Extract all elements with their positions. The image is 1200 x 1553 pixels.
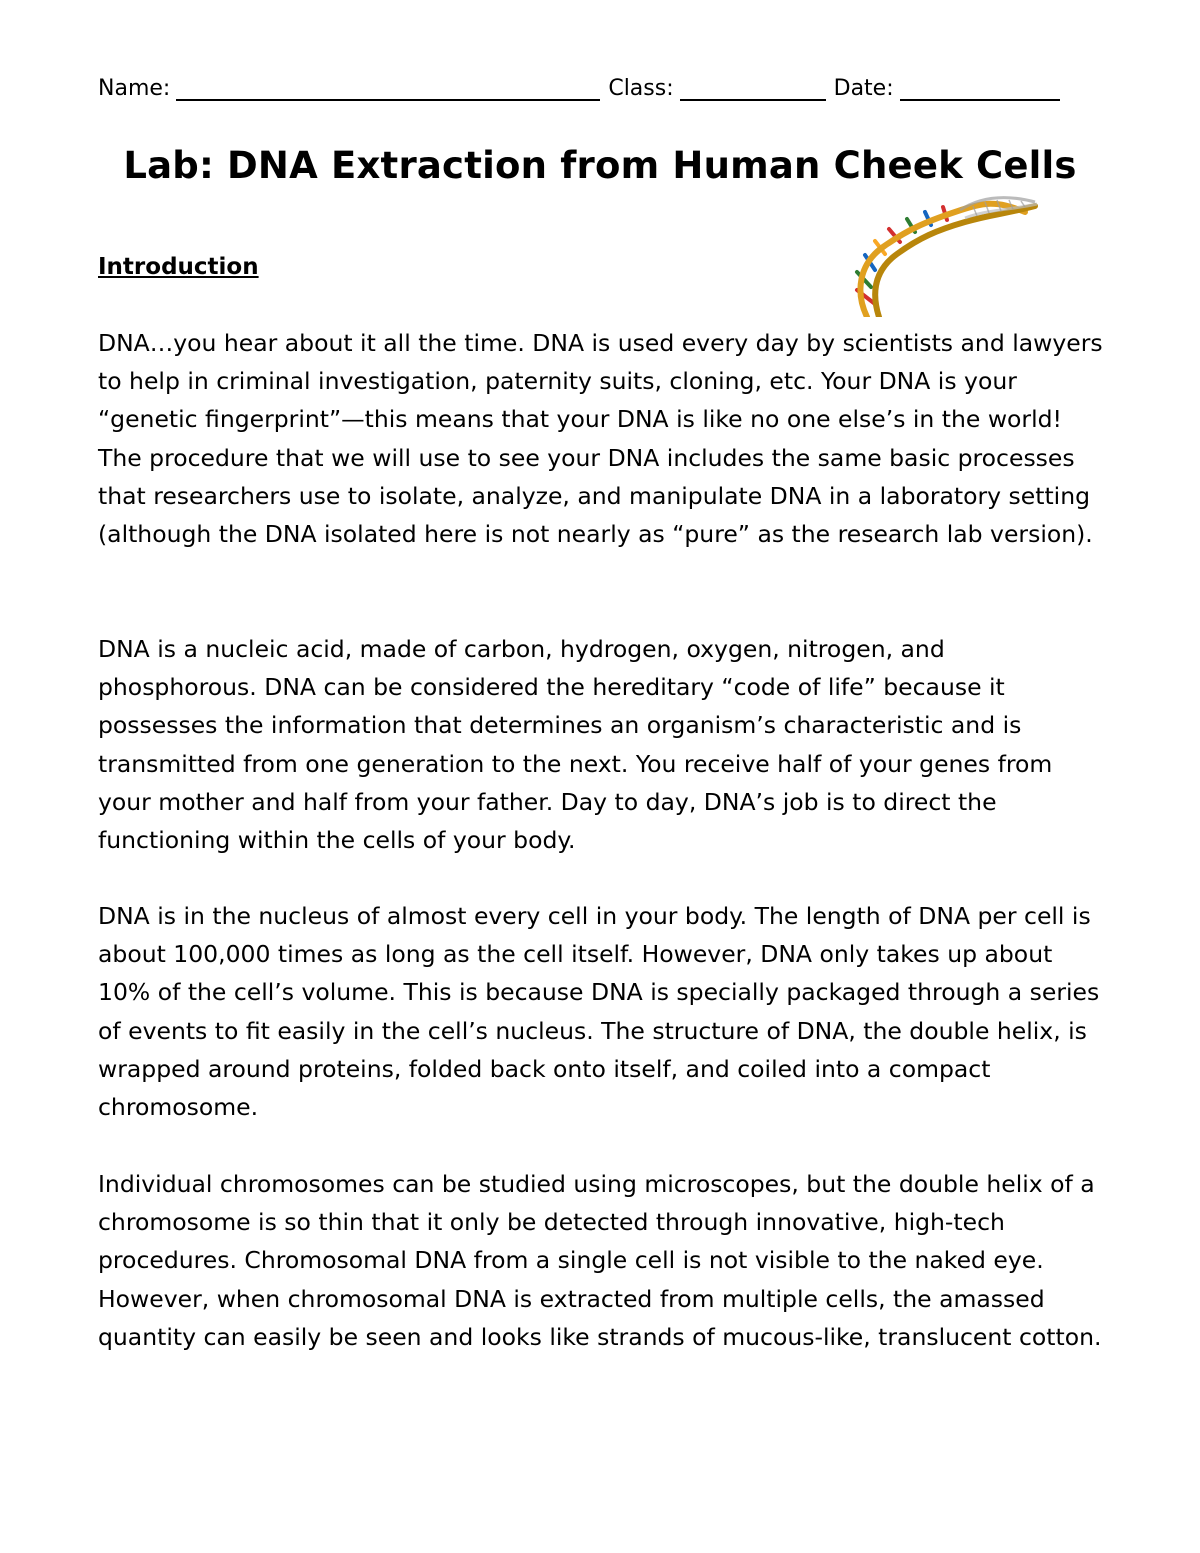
page-title: Lab: DNA Extraction from Human Cheek Cells [123, 144, 1077, 187]
introduction-heading: Introduction [98, 254, 259, 280]
intro-paragraph-3: DNA is in the nucleus of almost every cell in your body. The length of DNA per cell is about 100,000 times as long as the cell itself. However, DNA only takes up about 10% of the cell’s volume. This is because DNA is specially packaged through a series of events to fit easily in the cell’s nucleus. The structure of DNA, the double helix, is wrapped around proteins, folded back onto itself, and coiled into a compact chromosome. [98, 902, 1100, 1122]
student-info-line [98, 72, 1078, 106]
name-label: Name: [98, 76, 171, 101]
date-blank[interactable] [900, 72, 1060, 101]
intro-paragraph-4: Individual chromosomes can be studied using microscopes, but the double helix of a chromosome is so thin that it only be detected through innovative, high-tech procedures. Chromosomal DNA from a single cell is not visible to the naked eye. However, when chromosomal DNA is extracted from multiple cells, the amassed quantity can easily be seen and looks like strands of mucous-like, translucent cotton. [98, 1170, 1102, 1351]
class-label: Class: [608, 76, 674, 101]
intro-paragraph-1: DNA…you hear about it all the time. DNA is used every day by scientists and lawyers to help in criminal investigation, paternity suits, cloning, etc. Your DNA is your “genetic fingerprint”—this means that your DNA is like no one else’s in the world! The procedure that we will use to see your DNA includes the same basic processes that researchers use to isolate, analyze, and manipulate DNA in a laboratory setting (although the DNA isolated here is not nearly as “pure” as the research lab version). [98, 329, 1103, 549]
name-blank[interactable] [176, 72, 600, 101]
date-label: Date: [833, 76, 894, 101]
dna-double-helix-icon [845, 192, 1040, 317]
class-blank[interactable] [680, 72, 826, 101]
intro-paragraph-2: DNA is a nucleic acid, made of carbon, hydrogen, oxygen, nitrogen, and phosphorous. DNA can be considered the hereditary “code of life” because it possesses the information that determines an organism’s characteristic and is transmitted from one generation to the next. You receive half of your genes from your mother and half from your father. Day to day, DNA’s job is to direct the functioning within the cells of your body. [98, 635, 1053, 855]
